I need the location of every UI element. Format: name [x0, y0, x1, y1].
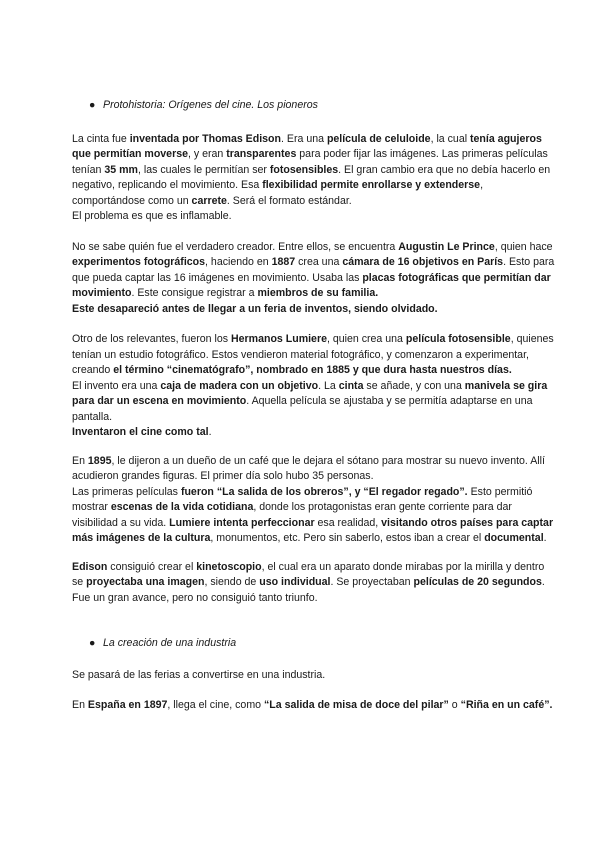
- bold-text-run: Augustin Le Prince: [398, 240, 495, 253]
- bold-text-run: 1887: [271, 256, 296, 268]
- bold-text-run: Este desapareció antes de llegar a un feria de inventos, siendo olvidado.: [72, 302, 438, 315]
- text-run: , llega el cine, como: [167, 699, 264, 711]
- text-run: . Será el formato estándar.: [226, 194, 352, 207]
- bold-text-run: caja de madera con un objetivo: [160, 379, 319, 392]
- section-title: La creación de una industria: [103, 637, 237, 649]
- text-run: , quien crea una: [326, 333, 406, 345]
- bold-text-run: escenas de la vida cotidiana: [110, 501, 254, 513]
- bold-text-run: el término “cinematógrafo”, nombrado en 1885 y que dura hasta nuestros días.: [113, 364, 512, 376]
- paragraph-kinetoscope: [72, 560, 556, 607]
- bold-text-run: flexibilidad permite enrollarse y extenderse: [262, 179, 481, 191]
- text-run: se añade, y con una: [363, 379, 465, 392]
- text-run: , la cual: [430, 132, 471, 145]
- bold-text-run: España en 1897: [87, 699, 168, 711]
- bold-text-run: documental: [484, 532, 544, 544]
- text-run: para poder fijar las imágenes. Las primeras películas tenían: [72, 148, 548, 176]
- text-run: La cinta fue: [72, 132, 130, 145]
- text-run: . El gran cambio era que no debía hacerlo en negativo, replicando el movimiento. Esa: [72, 163, 551, 191]
- text-run: , y eran: [187, 148, 227, 160]
- bold-text-run: Lumiere intenta perfeccionar: [169, 516, 315, 529]
- bold-text-run: carrete: [191, 194, 227, 207]
- text-run: El problema es que es inflamable.: [72, 210, 232, 222]
- text-run: .: [208, 426, 212, 438]
- bold-text-run: transparentes: [226, 148, 297, 160]
- bold-text-run: fueron “La salida de los obreros”, y “El regador regado”.: [180, 485, 468, 498]
- text-run: , comportándose como un: [72, 179, 484, 207]
- text-run: . Esto para que pueda captar las 16 imágenes en movimiento. Usaba las: [72, 256, 555, 284]
- paragraph-lumiere: [72, 332, 556, 441]
- bold-text-run: películas de 20 segundos: [413, 576, 542, 588]
- text-run: Esto permitió mostrar: [72, 485, 533, 513]
- bold-text-run: “La salida de misa de doce del pilar”: [263, 699, 449, 711]
- bold-text-run: película de celuloide: [326, 132, 431, 145]
- text-run: , le dijeron a un dueño de un café que le dejara el sótano para mostrar su nuevo invento. Allí acudieron grandes figuras. El primer día solo hubo 35 personas.: [72, 454, 545, 482]
- bullet-icon: ●: [89, 637, 96, 649]
- bold-text-run: Edison: [72, 560, 108, 573]
- text-run: , donde los protagonistas eran gente corriente para dar visibilidad a su vida.: [72, 501, 512, 529]
- bold-text-run: manivela se gira para dar un escena en movimiento: [72, 379, 548, 407]
- text-run: , haciendo en: [205, 256, 272, 268]
- bold-text-run: uso individual: [259, 576, 331, 588]
- bold-text-run: cinta: [338, 379, 364, 392]
- bold-text-run: cámara de 16 objetivos en París: [342, 256, 504, 268]
- text-run: , quien hace: [494, 240, 553, 253]
- text-run: . Era una: [281, 132, 327, 145]
- text-run: , las cuales le permitían ser: [137, 163, 270, 176]
- bold-text-run: proyectaba una imagen: [86, 576, 205, 588]
- bold-text-run: Hermanos Lumiere: [231, 333, 327, 345]
- bold-text-run: tenía agujeros que permitían moverse: [72, 132, 542, 160]
- section-heading-protohistoria: [89, 98, 556, 114]
- text-run: esa realidad,: [314, 516, 382, 529]
- bold-text-run: 1895: [87, 454, 112, 467]
- text-run: . Se proyectaban: [330, 576, 414, 588]
- bold-text-run: “Riña en un café”.: [460, 699, 553, 711]
- bold-text-run: inventada por Thomas Edison: [129, 132, 281, 145]
- text-run: El invento era una: [72, 379, 161, 392]
- text-run: En: [72, 699, 88, 711]
- bold-text-run: placas fotográficas que permitían dar movimiento: [72, 271, 551, 299]
- bold-text-run: fotosensibles: [269, 163, 339, 176]
- text-run: Se pasará de las ferias a convertirse en una industria.: [72, 668, 326, 681]
- paragraph-edison-film: [72, 132, 556, 225]
- paragraph-industry: [72, 668, 556, 684]
- text-run: Otro de los relevantes, fueron los: [72, 333, 231, 345]
- bold-text-run: Inventaron el cine como tal: [72, 426, 209, 438]
- text-run: , siendo de: [204, 576, 260, 588]
- text-run: consiguió crear el: [107, 560, 197, 573]
- text-run: o: [448, 699, 461, 711]
- section-heading-industria: [89, 636, 556, 652]
- text-run: , el cual era un aparato donde mirabas por la mirilla y dentro se: [72, 560, 545, 588]
- paragraph-le-prince: [72, 240, 556, 318]
- bold-text-run: visitando otros países para captar más imágenes de la cultura: [72, 516, 554, 544]
- text-run: . Este consigue registrar a: [131, 287, 258, 299]
- text-run: No se sabe quién fue el verdadero creador. Entre ellos, se encuentra: [72, 240, 399, 253]
- bold-text-run: experimentos fotográficos: [72, 256, 206, 268]
- paragraph-1895-screening: [72, 454, 556, 547]
- text-run: , quienes tenían un estudio fotográfico. Estos vendieron material fotográfico, y comenzaron a experimentar, creando: [72, 333, 554, 376]
- text-run: .: [543, 532, 547, 544]
- bold-text-run: película fotosensible: [405, 333, 511, 345]
- paragraph-spain-1897: [72, 698, 556, 714]
- bullet-icon: ●: [89, 99, 96, 111]
- text-run: . La: [318, 379, 339, 392]
- text-run: . Fue un gran avance, pero no consiguió tanto triunfo.: [72, 576, 545, 604]
- text-run: crea una: [295, 256, 343, 268]
- section-title: Protohistoria: Orígenes del cine. Los pioneros: [103, 99, 318, 111]
- bold-text-run: miembros de su familia.: [257, 287, 379, 299]
- bold-text-run: 35 mm: [104, 163, 138, 176]
- text-run: , monumentos, etc. Pero sin saberlo, estos iban a crear el: [210, 532, 485, 544]
- text-run: En: [72, 454, 88, 467]
- text-run: Las primeras películas: [72, 485, 181, 498]
- text-run: . Aquella película se ajustaba y se permitía adaptarse en una pantalla.: [72, 395, 533, 423]
- bold-text-run: kinetoscopio: [196, 560, 262, 573]
